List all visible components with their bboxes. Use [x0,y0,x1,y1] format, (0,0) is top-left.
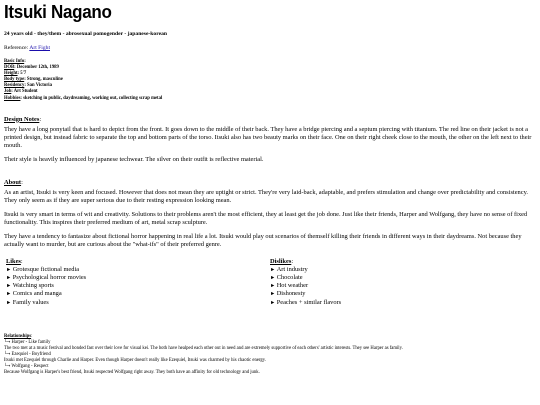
dislikes-item: ► Dishonesty [270,290,341,298]
info-row-dob: DOB: December 12th, 1989 [4,65,59,71]
dislikes-item: ► Chocolate [270,274,341,282]
dislikes-heading: Dislikes [270,257,292,265]
relationships-section: Relationships: └→ Harper - Like family The two met at a music festival and bonded fast over their love for visual kei. The both have healped each other out in need and are extremely supportive of each others' artistic interests. They see Harper as family. └→ Ezequiel - Boyfriend Itsuki met Ezequiel through Charlie and Harper. Even though Harper doesn't really like Ezequiel, Itsuki was charmed by his chaotic energy. └→ Wolfgang - Respect Because Wolfgang is Harper's best friend, Itsuki respected Wolfgang right away. They both have an affinity for old technology and junk. [4,334,536,377]
arrow-icon: └→ [4,351,11,357]
about-heading: About [4,178,22,186]
basic-info: Basic Info: DOB: December 12th, 1989 Height: 5'7 Body type: Strong, masculine Residency: San Victoria Job: Art Student Hobbies: sketching in public, daydreaming, working out, collecting scrap metal [4,59,536,102]
character-profile [4,2,536,376]
arrow-icon: └→ [4,364,11,370]
about-paragraph: They have a tendency to fantasize about fictional horror happening in real life a lot. Itsuki would play out scenarios of themself killing their friends in different ways in their daydreams. Not because they actually want to murder, but are curious about the "what-ifs" of their preferred genre. [4,232,522,248]
dislikes-item: ► Hot weather [270,282,341,290]
likes-dislikes [4,258,536,323]
dislikes-item: ► Art industry [270,266,341,274]
relationship-text: The two met at a music festival and bonded fast over their love for visual kei. The both have healped each other out in need and are extremely supportive of each others' artistic interests. They see Harper as family. [4,345,403,351]
design-notes-paragraph: They have a long ponytail that is hard to depict from the front. It goes down to the middle of their back. They have a bridge piercing and a septum piercing with titanium. The red line on their jacket is not a printed design, but instead fabric to separate the top and bottom parts of the torso. Itsuki also has two beauty marks on their face. One on their right cheek close to the mouth, the other on the left next to their mouth. [4,125,532,149]
dislikes-item: ► Peaches + similar flavors [270,299,341,307]
relationship-text: Because Wolfgang is Harper's best friend, Itsuki respected Wolfgang right away. They both have an affinity for old technology and junk. [4,370,260,376]
info-row-residency: Residency: San Victoria [4,83,52,89]
relationship-label: └→ Wolfgang - Respect [4,364,49,370]
relationship-label: └→ Harper - Like family [4,339,51,345]
basic-info-heading: Basic Info [4,59,25,64]
likes-heading: Likes [6,257,21,265]
character-name: Itsuki Nagano [4,2,112,23]
info-row-height: Height: 5'7 [4,71,27,77]
reference-line [4,45,536,52]
about-paragraph: Itsuki is very smart in terms of wit and creativity. Solutions to their problems aren't the most efficient, they at least get the job done. Just like their friends, Harper and Wolfgang, they have no sense of fixed functionality. This inspires their preferred medium of art, metal scrap sculpture. [4,210,528,226]
design-notes-paragraph: Their style is heavily influenced by japanese techwear. The silver on their outfit is reflective material. [4,155,264,163]
design-notes-section: Design Notes: They have a long ponytail that is hard to depict from the front. It goes down to the middle of their back. They have a bridge piercing and a septum piercing with titanium. The red line on their jacket is not a printed design, but instead fabric to separate the top and bottom parts of the torso. Itsuki also has two beauty marks on their face. One on their right cheek close to the mouth, the other on the left next to their mouth. Their style is heavily influenced by japanese techwear. The silver on their outfit is reflective material. [4,108,536,164]
likes-item: ► Watching sports [6,282,86,290]
info-row-body-type: Body type: Strong, masculine [4,77,63,83]
reference-label: Reference: [4,45,29,51]
likes-item: ► Psychological horror movies [6,274,86,282]
likes-column: Likes: ► Grotesque fictional media ► Psychological horror movies ► Watching sports ► Comics and manga ► Family values [6,258,86,307]
reference-link[interactable]: Art Fight [29,45,50,51]
likes-item: ► Family values [6,299,86,307]
info-row-job: Job: Art Student [4,89,38,95]
info-row-hobbies: Hobbies: sketching in public, daydreaming, working out, collecting scrap metal [4,95,163,101]
dislikes-column: Dislikes: ► Art industry ► Chocolate ► Hot weather ► Dishonesty ► Peaches + similar flavors [270,258,341,307]
arrow-icon: └→ [4,339,11,345]
likes-item: ► Comics and manga [6,290,86,298]
likes-item: ► Grotesque fictional media [6,266,86,274]
about-section: About: As an artist, Itsuki is very keen and focused. However that does not mean they are uptight or strict. They're very laid-back, adaptable, and prefers stimulation and change over predictability and consistency. They only seem as if they are super serious due to their resting expression looking mean. Itsuki is very smart in terms of wit and creativity. Solutions to their problems aren't the most efficient, they at least get the job done. Just like their friends, Harper and Wolfgang, they have no sense of fixed functionality. This inspires their preferred medium of art, metal scrap sculpture. They have a tendency to fantasize about fictional horror happening in real life a lot. Itsuki would play out scenarios of themself killing their friends in different ways in their daydreams. Not because they actually want to murder, but are curious about the "what-ifs" of their preferred genre. [4,171,536,249]
about-paragraph: As an artist, Itsuki is very keen and focused. However that does not mean they are uptight or strict. They're very laid-back, adaptable, and prefers stimulation and change over predictability and consistency. They only seem as if they are super serious due to their resting expression looking mean. [4,188,528,204]
relationship-text: Itsuki met Ezequiel through Charlie and Harper. Even though Harper doesn't really like Ezequiel, Itsuki was charmed by his chaotic energy. [4,358,266,364]
relationships-heading: Relationships [4,333,32,339]
design-notes-heading: Design Notes [4,115,40,123]
character-subtitle: 24 years old - they/them - abrosexual pomogender - japanese-korean [4,31,167,37]
relationship-label: └→ Ezequiel - Boyfriend [4,351,51,357]
